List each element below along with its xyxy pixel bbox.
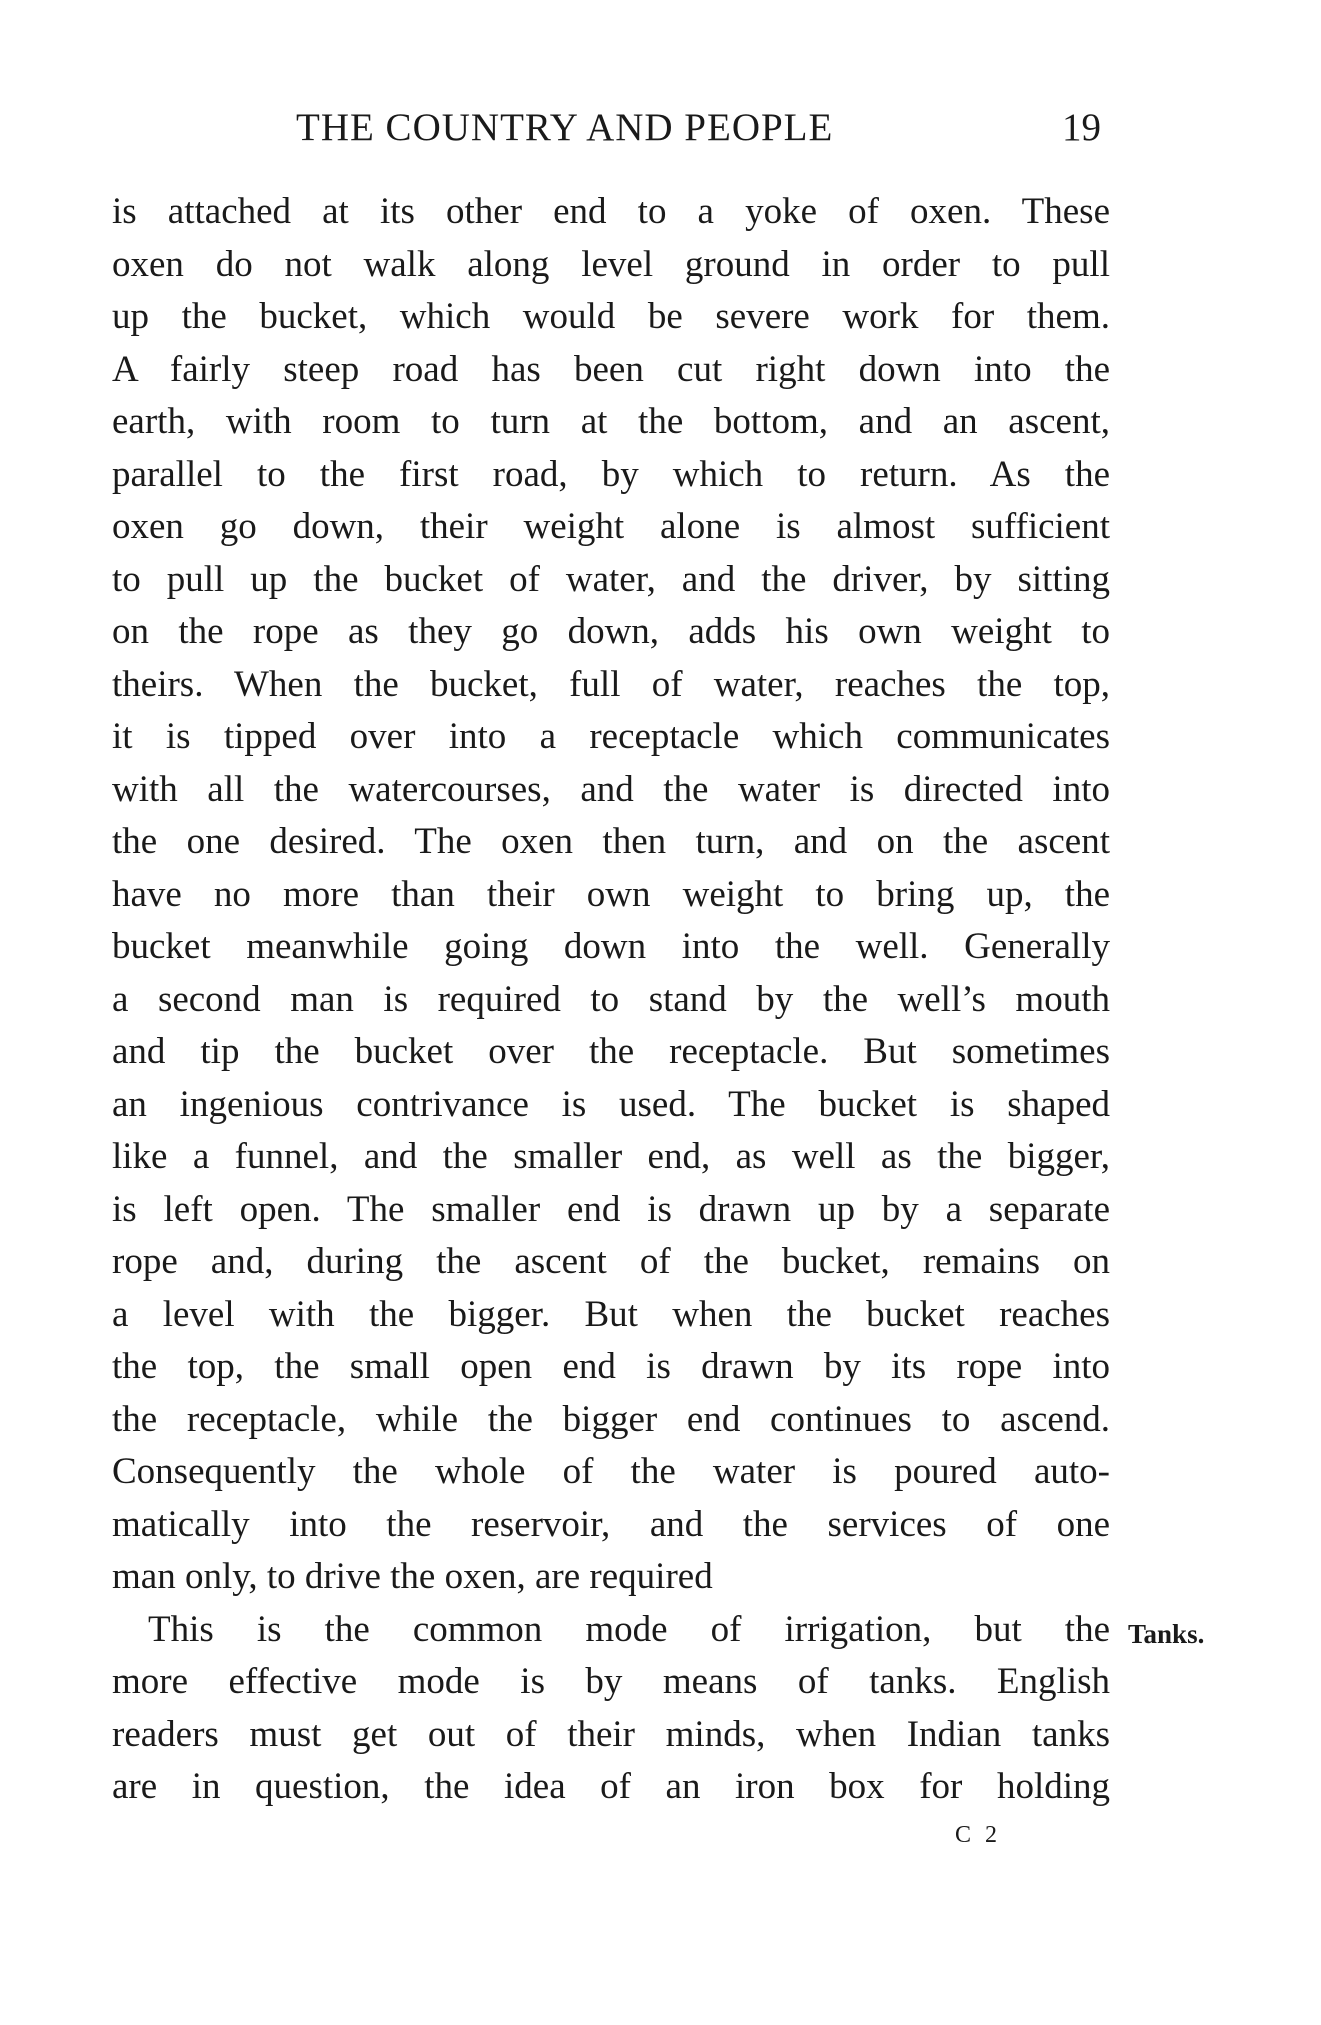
- text-line: is attached at its other end to a yoke of oxen. These: [112, 191, 1110, 232]
- text-line: is left open. The smaller end is drawn up by a separate: [112, 1188, 1110, 1230]
- body-text: [112, 186, 1110, 1814]
- text-line: a second man is required to stand by the well’s mouth: [112, 978, 1110, 1020]
- text-line: and tip the bucket over the receptacle. But sometimes: [112, 1031, 1110, 1072]
- page-number: 19: [1062, 106, 1101, 149]
- text-line: A fairly steep road has been cut right down into the: [112, 348, 1110, 390]
- text-line: This is the common mode of irrigation, but the: [148, 1608, 1110, 1650]
- text-line: Consequently the whole of the water is poured auto-: [112, 1451, 1110, 1492]
- text-line: are in question, the idea of an iron box for holding: [112, 1766, 1110, 1807]
- text-line: on the rope as they go down, adds his own weight to: [112, 611, 1110, 652]
- text-line: with all the watercourses, and the water is directed into: [112, 768, 1110, 810]
- text-line: the top, the small open end is drawn by its rope into: [112, 1346, 1110, 1387]
- text-line: an ingenious contrivance is used. The bucket is shaped: [112, 1083, 1110, 1125]
- text-line: have no more than their own weight to bring up, the: [112, 873, 1110, 915]
- text-line: earth, with room to turn at the bottom, and an ascent,: [112, 401, 1110, 442]
- text-line: theirs. When the bucket, full of water, reaches the top,: [112, 663, 1110, 705]
- text-line: oxen go down, their weight alone is almost sufficient: [112, 506, 1110, 547]
- text-line: oxen do not walk along level ground in order to pull: [112, 243, 1110, 285]
- text-line: bucket meanwhile going down into the well. Generally: [112, 926, 1110, 967]
- text-line: parallel to the first road, by which to return. As the: [112, 453, 1110, 495]
- signature-mark: C 2: [955, 1822, 1002, 1848]
- margin-note: Tanks.: [1128, 1619, 1205, 1649]
- text-line: up the bucket, which would be severe work for them.: [112, 296, 1110, 337]
- text-line: to pull up the bucket of water, and the driver, by sitting: [112, 558, 1110, 600]
- text-line: the receptacle, while the bigger end continues to ascend.: [112, 1398, 1110, 1440]
- text-line: like a funnel, and the smaller end, as well as the bigger,: [112, 1136, 1110, 1177]
- running-title: THE COUNTRY AND PEOPLE: [296, 106, 834, 149]
- text-line: a level with the bigger. But when the bucket reaches: [112, 1293, 1110, 1335]
- text-line: the one desired. The oxen then turn, and on the ascent: [112, 821, 1110, 862]
- text-line: matically into the reservoir, and the services of one: [112, 1503, 1110, 1545]
- text-line: readers must get out of their minds, when Indian tanks: [112, 1713, 1110, 1755]
- text-line: man only, to drive the oxen, are required: [112, 1556, 713, 1597]
- text-line: rope and, during the ascent of the bucket, remains on: [112, 1241, 1110, 1282]
- text-line: more effective mode is by means of tanks. English: [112, 1661, 1110, 1702]
- text-line: it is tipped over into a receptacle which communicates: [112, 716, 1110, 757]
